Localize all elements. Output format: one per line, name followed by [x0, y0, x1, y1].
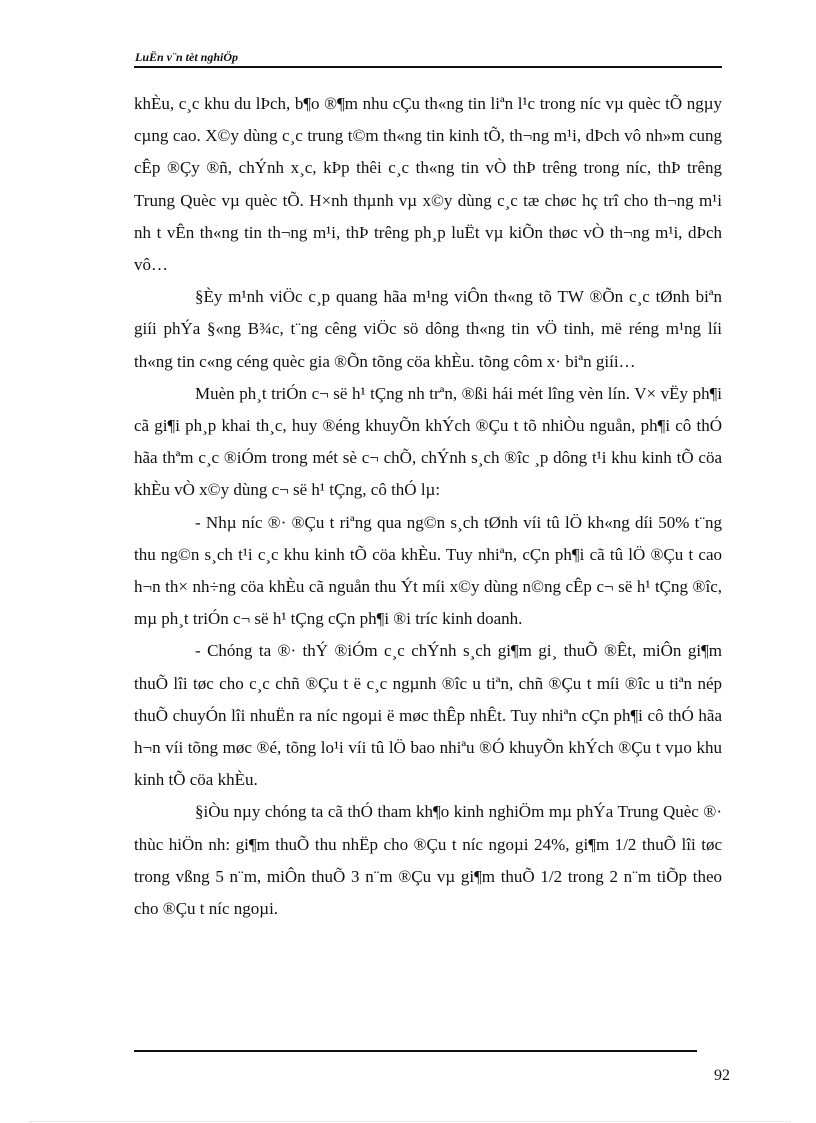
paragraph: §Èy m¹nh viÖc c¸p quang hãa m¹ng viÔn th«ng tõ TW ®Õn c¸c tØnh biªn giíi phÝa §«ng B¾c, t¨ng cêng viÖc sö dông th«ng tin vÖ tinh, më réng m¹ng líi th«ng tin c«ng céng quèc gia ®Õn tõng cöa khÈu. tõng côm x· biªn giíi…: [134, 287, 722, 371]
page-number: 92: [714, 1067, 730, 1084]
paragraph: Muèn ph¸t triÓn c¬ së h¹ tÇng nh trªn, ®ßi hái mét lîng vèn lín. V× vËy ph¶i cã gi¶i ph¸p khai th¸c, huy ®éng khuyÕn khÝch ®Çu t tõ nhiÒu nguån, ph¶i cô thÓ hãa thªm c¸c ®iÓm trong mét sè c¬ chÕ, chÝnh s¸ch ®îc ¸p dông t¹i khu kinh tÕ cöa khÈu vÒ x©y dùng c¬ së h¹ tÇng, cô thÓ lµ:: [134, 383, 722, 500]
body-text: [134, 88, 722, 925]
footer-rule: [134, 1050, 697, 1052]
paragraph: §iÒu nµy chóng ta cã thÓ tham kh¶o kinh nghiÖm mµ phÝa Trung Quèc ®· thùc hiÖn nh: gi¶m thuÕ thu nhËp cho ®Çu t níc ngoµi 24%, gi¶m 1/2 thuÕ lîi tøc trong vßng 5 n¨m, miÔn thuÕ 3 n¨m ®Çu vµ gi¶m thuÕ 1/2 trong 2 n¨m tiÕp theo cho ®Çu t níc ngoµi.: [134, 802, 722, 919]
paragraph-continuation: khÈu, c¸c khu du lÞch, b¶o ®¶m nhu cÇu th«ng tin liªn l¹c trong níc vµ quèc tÕ ngµy cµng cao. X©y dùng c¸c trung t©m th«ng tin kinh tÕ, th¬ng m¹i, dÞch vô nh»m cung cÊp ®Çy ®ñ, chÝnh x¸c, kÞp thêi c¸c th«ng tin vÒ thÞ trêng trong níc, thÞ trêng Trung Quèc vµ quèc tÕ. H×nh thµnh vµ x©y dùng c¸c tæ chøc hç trî cho th¬ng m¹i nh t vÊn th«ng tin th¬ng m¹i, thÞ trêng ph¸p luËt vµ kiÕn thøc vÒ th¬ng m¹i, dÞch vô…: [134, 94, 722, 275]
header-title: LuËn v¨n tèt nghiÖp: [135, 50, 239, 64]
paragraph: - Chóng ta ®· thÝ ®iÓm c¸c chÝnh s¸ch gi¶m gi¸ thuÕ ®Êt, miÔn gi¶m thuÕ lîi tøc cho c¸c chñ ®Çu t ë c¸c ngµnh ®îc u tiªn, chñ ®Çu t míi ®îc u tiªn nép thuÕ chuyÓn lîi nhuËn ra níc ngoµi ë møc thÊp nhÊt. Tuy nhiªn cÇn ph¶i cô thÓ hãa h¬n víi tõng møc ®é, tõng lo¹i víi tû lÖ bao nhiªu ®Ó khuyÕn khÝch ®Çu t vµo khu kinh tÕ cöa khÈu.: [134, 641, 722, 790]
paragraph: - Nhµ níc ®· ®Çu t riªng qua ng©n s¸ch tØnh víi tû lÖ kh«ng díi 50% t¨ng thu ng©n s¸ch t¹i c¸c khu kinh tÕ cöa khÈu. Tuy nhiªn, cÇn ph¶i cã tû lÖ ®Çu t cao h¬n th× nh÷ng cöa khÈu cã nguån thu Ýt míi x©y dùng n©ng cÊp c¬ së h¹ tÇng ®îc, mµ ph¸t triÓn c¬ së h¹ tÇng cÇn ph¶i ®i tríc kinh doanh.: [134, 512, 722, 629]
page-header: [134, 46, 722, 68]
page-bottom-divider: [30, 1121, 790, 1122]
